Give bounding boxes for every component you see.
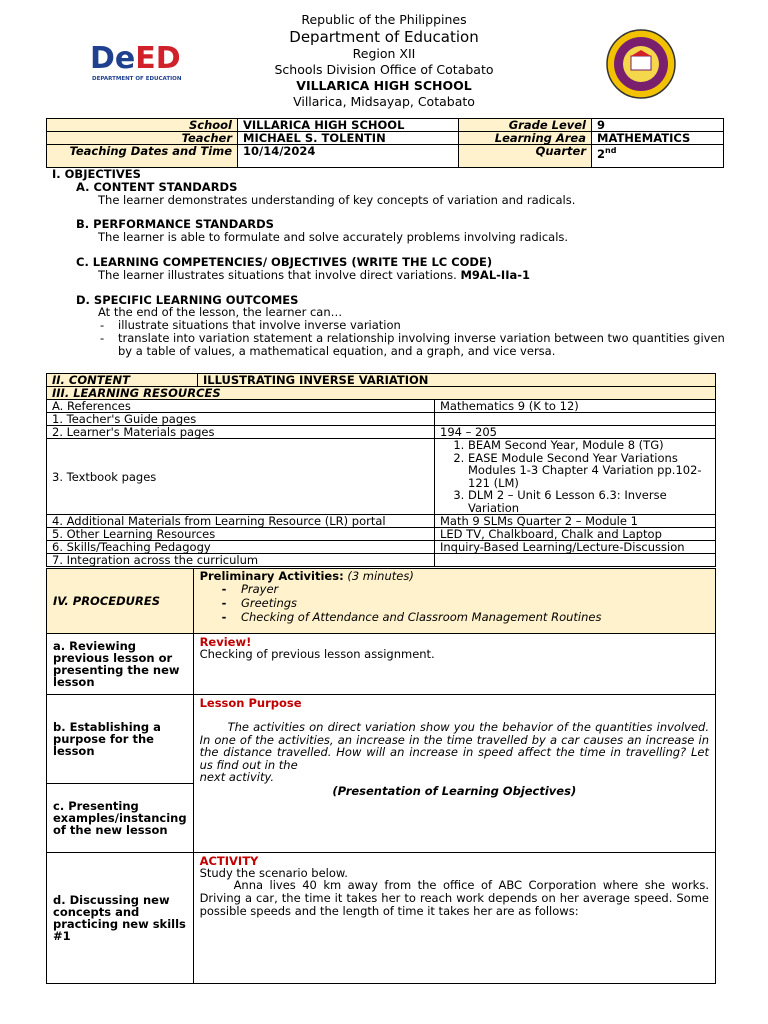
school-name: VILLARICA HIGH SCHOOL [296, 78, 472, 93]
other-resources-label: 5. Other Learning Resources [47, 528, 435, 541]
division-text: Schools Division Office of Cotabato [274, 62, 494, 77]
procedures-label: IV. PROCEDURES [47, 569, 194, 634]
lesson-purpose-title: Lesson Purpose [199, 696, 302, 710]
textbook-item: 1. BEAM Second Year, Module 8 (TG) [468, 439, 710, 452]
school-address: Villarica, Midsayap, Cotabato [293, 94, 475, 109]
department-text: Department of Education [289, 28, 479, 46]
specific-outcomes-title: D. SPECIFIC LEARNING OUTCOMES [76, 292, 299, 307]
lr-portal-label: 4. Additional Materials from Learning Resource (LR) portal [47, 515, 435, 528]
content-label: II. CONTENT [47, 374, 198, 387]
learning-area-value: MATHEMATICS [592, 132, 724, 145]
objectives-section [52, 168, 732, 358]
prelim-item: - Checking of Attendance and Classroom Management Routines [221, 610, 602, 624]
discussing-content [193, 853, 715, 984]
prelim-item: - Greetings [221, 596, 298, 610]
lm-pages-label: 2. Learner's Materials pages [47, 426, 435, 439]
procedures-table [46, 568, 716, 984]
other-resources-value: LED TV, Chalkboard, Chalk and Laptop [435, 528, 716, 541]
school-label: School [47, 119, 238, 132]
presentation-objectives: (Presentation of Learning Objectives) [332, 783, 577, 798]
integration-value [435, 554, 716, 567]
reviewing-label: a. Reviewing previous lesson or presenting the new lesson [47, 634, 194, 695]
lr-portal-value: Math 9 SLMs Quarter 2 – Module 1 [435, 515, 716, 528]
info-table [46, 118, 724, 168]
grade-value: 9 [592, 119, 724, 132]
outcome-item: - translate into variation statement a relationship involving inverse variation between two quantities given by a table of values, a mathematical equation, and a graph, and vice versa. [100, 330, 725, 358]
learning-competencies-text: The learner illustrates situations that involve direct variations. M9AL-IIa-1 [98, 267, 531, 282]
lc-code: M9AL-IIa-1 [460, 267, 531, 282]
lesson-purpose-text-end: next activity. [199, 770, 275, 784]
document-header [0, 12, 768, 110]
activity-intro: Study the scenario below. [199, 866, 348, 880]
activity-title: ACTIVITY [199, 854, 259, 868]
tg-pages-label: 1. Teacher's Guide pages [47, 413, 435, 426]
teaching-dates-value: 10/14/2024 [238, 145, 459, 168]
region-text: Region XII [352, 46, 416, 61]
textbook-value [435, 439, 716, 515]
teacher-value: MICHAEL S. TOLENTIN [238, 132, 459, 145]
teaching-dates-label: Teaching Dates and Time [47, 145, 238, 168]
republic-text: Republic of the Philippines [301, 12, 467, 27]
discussing-label: d. Discussing new concepts and practicing new skills #1 [47, 853, 194, 984]
learning-resources-label: III. LEARNING RESOURCES [47, 387, 716, 400]
activity-text: Anna lives 40 km away from the office of ABC Corporation where she works. Driving a car, the time it takes her to reach work depends on her average speed. Some possible speeds and the length of time it takes her are as follows: [199, 878, 709, 918]
prelim-item: - Prayer [221, 582, 279, 596]
deped-logo-subtext: DEPARTMENT OF EDUCATION [92, 76, 182, 82]
specific-outcomes-intro: At the end of the lesson, the learner can… [98, 305, 343, 320]
performance-standards-title: B. PERFORMANCE STANDARDS [76, 217, 274, 232]
reviewing-content [193, 634, 715, 695]
pedagogy-label: 6. Skills/Teaching Pedagogy [47, 541, 435, 554]
learning-competencies-title: C. LEARNING COMPETENCIES/ OBJECTIVES (WRITE THE LC CODE) [76, 254, 493, 269]
prelim-time: (3 minutes) [343, 569, 414, 583]
establishing-content [193, 695, 715, 853]
teacher-label: Teacher [47, 132, 238, 145]
resources-table [46, 373, 716, 567]
deped-logo-text: DeED [90, 41, 181, 76]
content-standards-title: A. CONTENT STANDARDS [76, 179, 238, 194]
presenting-examples-label: c. Presenting examples/instancing of the new lesson [47, 784, 194, 853]
school-value: VILLARICA HIGH SCHOOL [238, 119, 459, 132]
review-text: Checking of previous lesson assignment. [199, 647, 435, 661]
textbook-item: 2. EASE Module Second Year Variations Modules 1-3 Chapter 4 Variation pp.102-121 (LM) [468, 452, 710, 490]
outcome-item: - illustrate situations that involve inverse variation [100, 318, 401, 333]
quarter-value: 2nd [592, 145, 724, 168]
establishing-label: b. Establishing a purpose for the lesson [47, 695, 194, 784]
lesson-purpose-text: The activities on direct variation show you the behavior of the quantities involved. In one of the activities, an increase in the time travelled by a car causes an increase in the distance travelled. How will an increase in speed affect the time in travelling? Let us find out in the [199, 720, 709, 772]
textbook-label: 3. Textbook pages [47, 439, 435, 515]
content-value: ILLUSTRATING INVERSE VARIATION [198, 374, 716, 387]
textbook-item: 3. DLM 2 – Unit 6 Lesson 6.3: Inverse Variation [468, 489, 710, 514]
learning-area-label: Learning Area [459, 132, 592, 145]
pedagogy-value: Inquiry-Based Learning/Lecture-Discussion [435, 541, 716, 554]
preliminary-activities [193, 569, 715, 634]
review-title: Review! [199, 635, 252, 649]
performance-standards-text: The learner is able to formulate and solve accurately problems involving radicals. [98, 230, 569, 245]
references-label: A. References [47, 400, 435, 413]
objectives-title: I. OBJECTIVES [52, 167, 141, 181]
grade-label: Grade Level [459, 119, 592, 132]
lm-pages-value: 194 – 205 [435, 426, 716, 439]
integration-label: 7. Integration across the curriculum [47, 554, 435, 567]
quarter-label: Quarter [459, 145, 592, 168]
references-value: Mathematics 9 (K to 12) [435, 400, 716, 413]
content-standards-text: The learner demonstrates understanding of key concepts of variation and radicals. [98, 192, 576, 207]
tg-pages-value [435, 413, 716, 426]
prelim-title: Preliminary Activities: [199, 569, 344, 583]
